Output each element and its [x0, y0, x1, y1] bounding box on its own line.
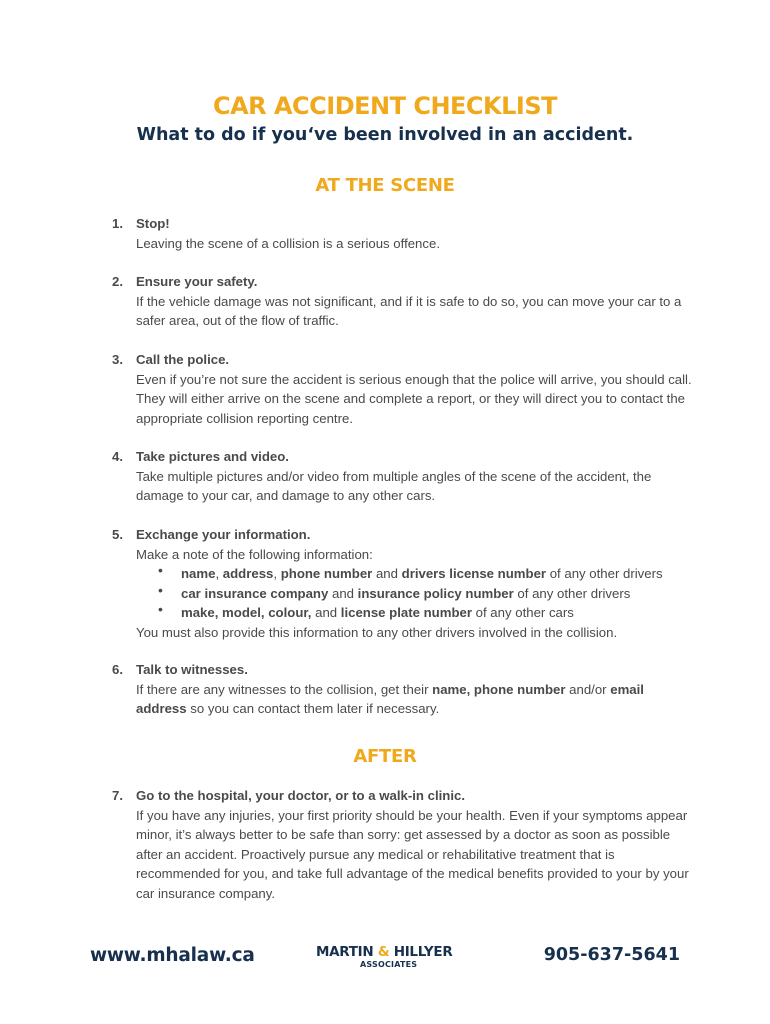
logo-text-hillyer: HILLYER [393, 944, 453, 960]
bullet-text: car insurance company and insurance policy number of any other drivers [181, 585, 631, 601]
checklist-item-5 [112, 525, 692, 642]
info-bullet [136, 603, 692, 623]
checklist-item-4 [112, 447, 692, 506]
item-text: Even if you’re not sure the accident is serious enough that the police will arrive, you should call. They will either arrive on the scene and complete a report, or they will direct you to contact the appropriate collision reporting centre. [136, 371, 692, 426]
info-bullet-list [136, 564, 692, 623]
info-bullet [136, 581, 692, 604]
item-intro: Make a note of the following information: [136, 546, 373, 562]
checklist-item-2 [112, 272, 692, 331]
item-number: 6. [112, 662, 123, 677]
bullet-text: make, model, colour, and license plate number of any other cars [181, 605, 574, 620]
checklist-item-3 [112, 350, 692, 428]
page-subtitle: What to do if you‘ve been involved in an accident. [136, 125, 634, 145]
item-text: If the vehicle damage was not significant, and if it is safe to do so, you can move your car to a safer area, out of the flow of traffic. [136, 293, 682, 328]
bullet-icon: • [158, 562, 163, 578]
checklist-item-6 [112, 660, 692, 719]
item-heading: Ensure your safety. [136, 274, 258, 289]
item-text: If you have any injuries, your first priority should be your health. Even if your symptoms appear minor, it’s always better to be safe than sorry: get assessed by a doctor as soon as possible after an accident. Proactively pursue any medical or rehabilitative treatment that is recommended for you, and take full advantage of the medical benefits provided to your by your car insurance company. [136, 807, 689, 901]
logo-text-martin: MARTIN [316, 944, 374, 960]
checklist-item-1 [112, 214, 692, 253]
bullet-icon: • [158, 581, 163, 598]
bullet-text: name, address, phone number and drivers license number of any other drivers [181, 566, 663, 581]
item-number: 3. [112, 352, 123, 367]
section-heading-at-the-scene: AT THE SCENE [315, 175, 455, 196]
item-outro: You must also provide this information to any other drivers involved in the collision. [136, 624, 618, 640]
firm-logo [316, 944, 461, 974]
info-bullet [136, 564, 692, 584]
page-title: CAR ACCIDENT CHECKLIST [212, 92, 558, 120]
website-link[interactable]: www.mhalaw.ca [90, 945, 255, 966]
item-heading: Exchange your information. [136, 527, 311, 542]
checklist-item-7 [112, 786, 692, 903]
item-text: Take multiple pictures and/or video from multiple angles of the scene of the accident, the damage to your car, and damage to any other cars. [136, 468, 652, 503]
logo-ampersand: & [377, 944, 390, 960]
bullet-icon: • [158, 601, 163, 617]
item-number: 5. [112, 527, 123, 542]
item-heading: Talk to witnesses. [136, 662, 248, 677]
item-heading: Stop! [136, 216, 170, 231]
item-number: 2. [112, 274, 123, 289]
item-heading: Call the police. [136, 352, 230, 367]
item-text: If there are any witnesses to the collision, get their name, phone number and/or email address so you can contact them later if necessary. [136, 681, 644, 716]
item-text: Leaving the scene of a collision is a serious offence. [136, 235, 440, 251]
item-number: 4. [112, 449, 123, 464]
item-heading: Take pictures and video. [136, 449, 289, 464]
item-heading: Go to the hospital, your doctor, or to a walk-in clinic. [136, 788, 465, 803]
item-number: 7. [112, 788, 123, 803]
item-number: 1. [112, 216, 123, 231]
phone-number[interactable]: 905-637-5641 [543, 945, 680, 965]
section-heading-after: AFTER [353, 746, 417, 767]
logo-subtitle: ASSOCIATES [360, 960, 418, 969]
